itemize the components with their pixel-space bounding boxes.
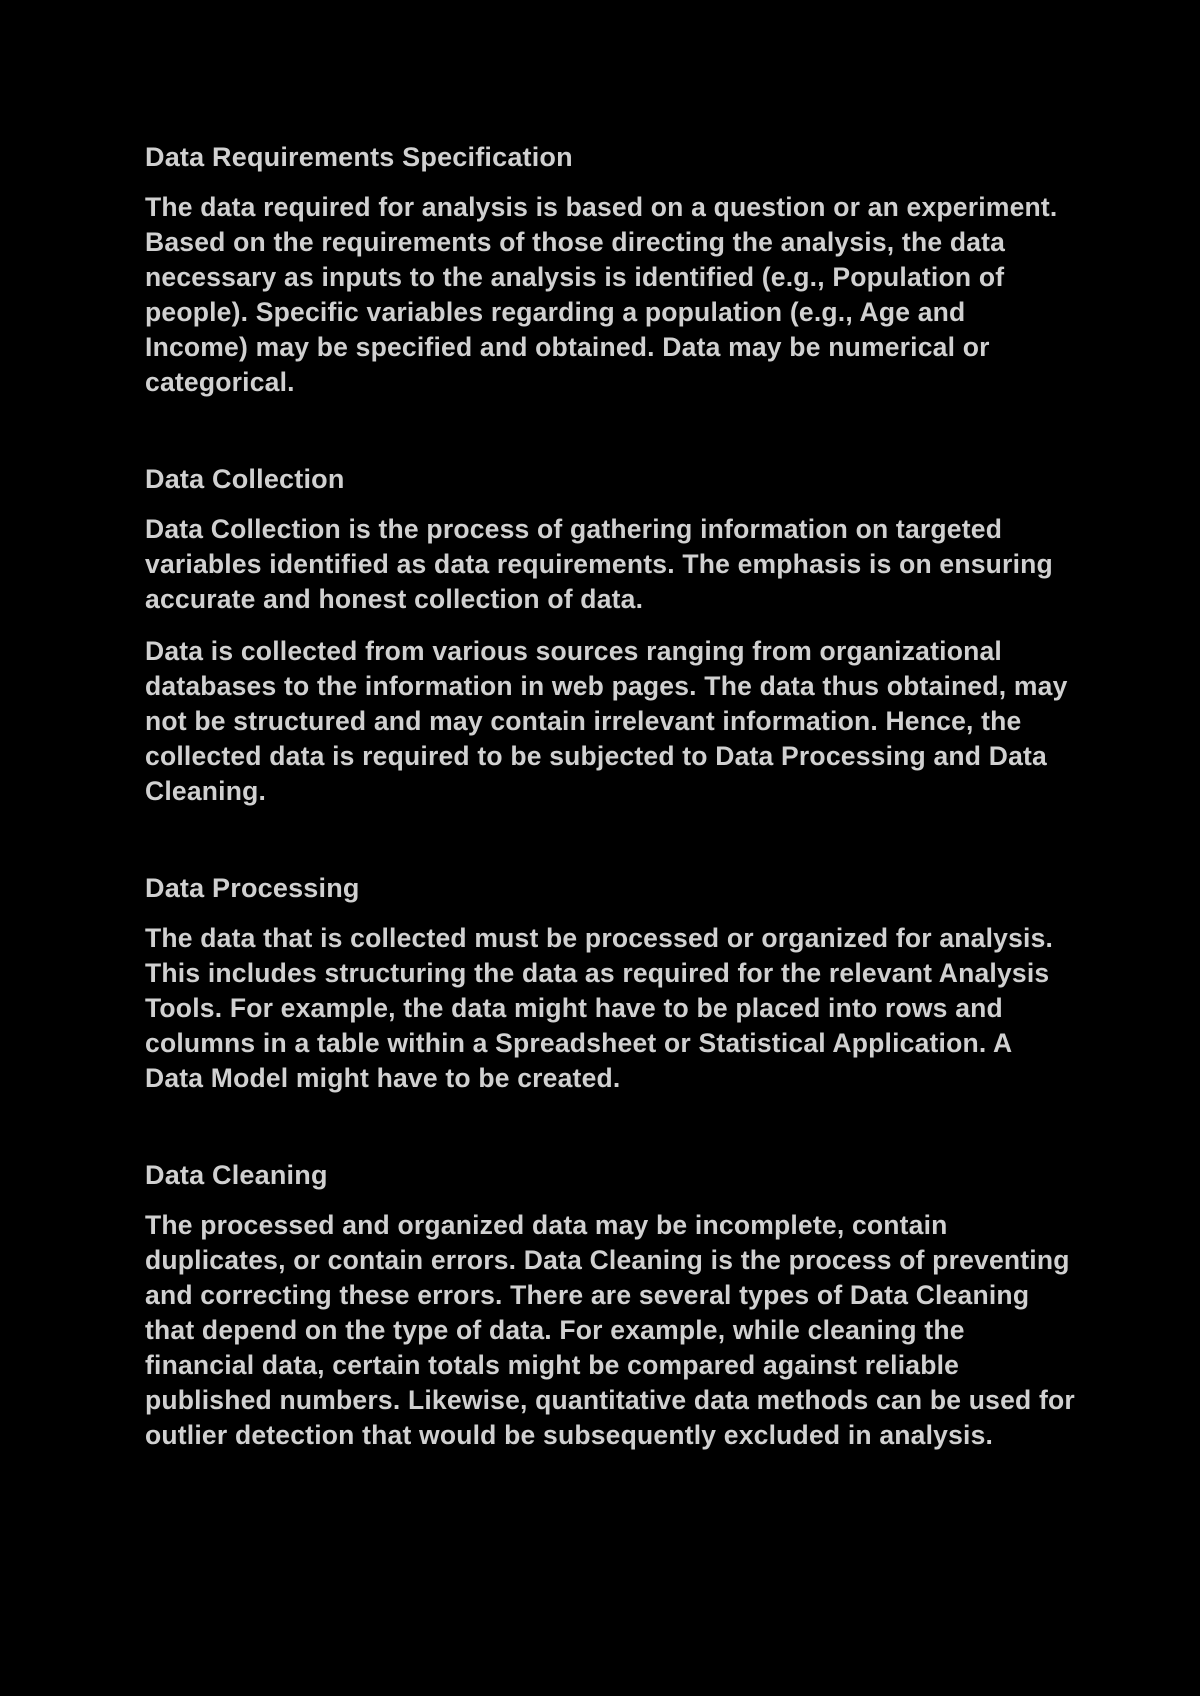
- document-body: [145, 140, 1075, 1515]
- section-data-collection: [145, 462, 1075, 809]
- section-heading: Data Cleaning: [145, 1160, 328, 1190]
- section-data-cleaning: [145, 1158, 1075, 1453]
- section-paragraph: The data required for analysis is based on a question or an experiment. Based on the requirements of those directing the analysis, the data necessary as inputs to the analysis is identified (e.g., Population of people). Specific variables regarding a population (e.g., Age and Income) may be specified and obtained. Data may be numerical or categorical.: [145, 192, 1058, 397]
- section-heading: Data Processing: [145, 873, 360, 903]
- section-heading: Data Collection: [145, 464, 345, 494]
- section-heading: Data Requirements Specification: [145, 142, 573, 172]
- section-paragraph: The data that is collected must be processed or organized for analysis. This includes structuring the data as required for the relevant Analysis Tools. For example, the data might have to be placed into rows and columns in a table within a Spreadsheet or Statistical Application. A Data Model might have to be created.: [145, 923, 1054, 1093]
- section-data-processing: [145, 871, 1075, 1096]
- section-paragraph: Data Collection is the process of gathering information on targeted variables identified as data requirements. The emphasis is on ensuring accurate and honest collection of data.: [145, 514, 1053, 614]
- section-data-requirements: [145, 140, 1075, 400]
- section-paragraph: The processed and organized data may be incomplete, contain duplicates, or contain errors. Data Cleaning is the process of preventing and correcting these errors. There are several types of Data Cleaning that depend on the type of data. For example, while cleaning the financial data, certain totals might be compared against reliable published numbers. Likewise, quantitative data methods can be used for outlier detection that would be subsequently excluded in analysis.: [145, 1210, 1075, 1450]
- section-paragraph: Data is collected from various sources ranging from organizational databases to the information in web pages. The data thus obtained, may not be structured and may contain irrelevant information. Hence, the collected data is required to be subjected to Data Processing and Data Cleaning.: [145, 636, 1068, 806]
